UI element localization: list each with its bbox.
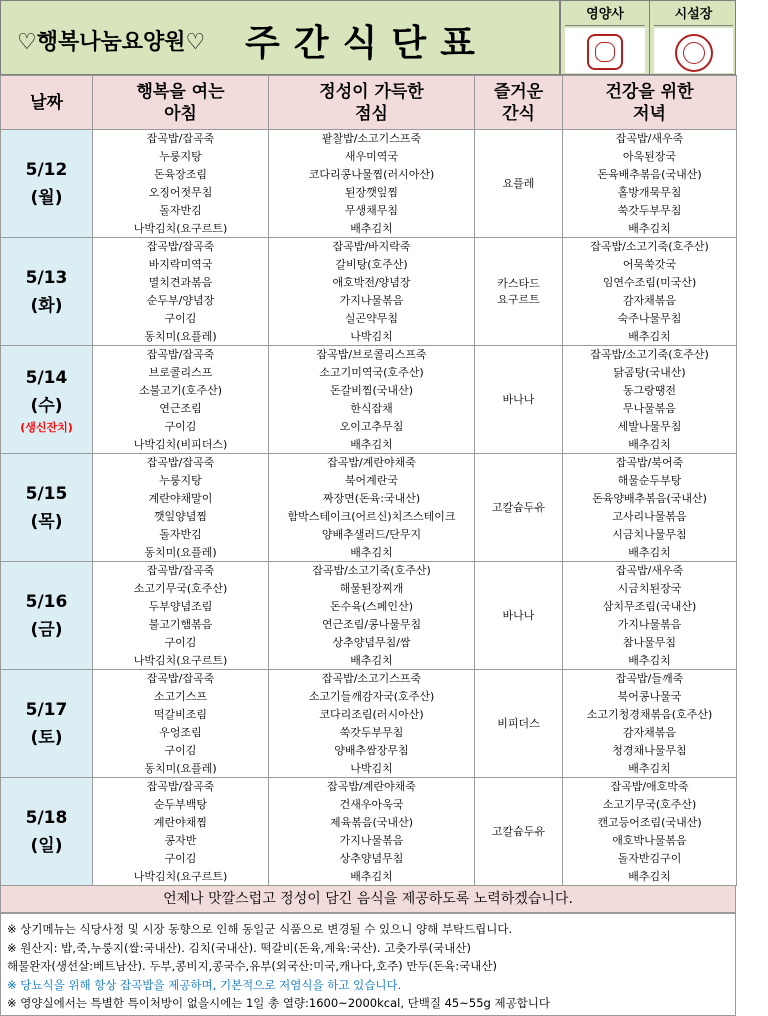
- dinner-item: 동그랑땡전: [563, 382, 737, 400]
- table-row: [1, 634, 737, 652]
- seal-stamp-icon: [587, 34, 623, 70]
- lunch-item: 소고기들깨감자국(호주산): [269, 688, 475, 706]
- lunch-item: 잡곡밥/바지락죽: [269, 238, 475, 256]
- approval-label: 영양사: [565, 4, 645, 26]
- lunch-item: 가지나물볶음: [269, 292, 475, 310]
- dinner-item: 삼치무조림(국내산): [563, 598, 737, 616]
- lunch-item: 배추김치: [269, 220, 475, 238]
- dinner-item: 배추김치: [563, 868, 737, 886]
- breakfast-item: 구이김: [93, 742, 269, 760]
- dinner-item: 참나물무침: [563, 634, 737, 652]
- table-row: [1, 364, 737, 382]
- breakfast-item: 잡곡밥/잡곡죽: [93, 454, 269, 472]
- dinner-item: 소고기무국(호주산): [563, 796, 737, 814]
- snack-cell: [475, 670, 563, 778]
- snack-text: 카스타드: [497, 276, 540, 290]
- table-row: [1, 724, 737, 742]
- weekday: (월): [30, 187, 63, 208]
- lunch-item: 제육볶음(국내산): [269, 814, 475, 832]
- dinner-item: 무나물볶음: [563, 400, 737, 418]
- header-dinner: [563, 76, 737, 130]
- table-row: [1, 832, 737, 850]
- dinner-item: 배추김치: [563, 436, 737, 454]
- weekday: (목): [30, 511, 63, 532]
- signature-box: [654, 28, 733, 73]
- breakfast-item: 두부양념조림: [93, 598, 269, 616]
- breakfast-item: 브로콜리스프: [93, 364, 269, 382]
- dinner-item: 북어콩나물국: [563, 688, 737, 706]
- note-line: ※ 상기메뉴는 식당사정 및 시장 동향으로 인해 동일군 식품으로 변경될 수 있으니 양해 부탁드립니다.: [7, 922, 513, 936]
- table-row: [1, 580, 737, 598]
- table-row: [1, 166, 737, 184]
- snack-text: 바나나: [502, 392, 535, 406]
- snack-text: 요플레: [502, 176, 535, 190]
- table-row: [1, 706, 737, 724]
- title-bar: [0, 0, 560, 75]
- table-row: [1, 616, 737, 634]
- table-row: [1, 688, 737, 706]
- lunch-item: 건새우아욱국: [269, 796, 475, 814]
- lunch-item: 새우미역국: [269, 148, 475, 166]
- lunch-item: 팥찰밥/소고기스프죽: [269, 130, 475, 148]
- table-row: [1, 778, 737, 796]
- date-cell: [1, 778, 93, 886]
- snack-text: 고칼슘두유: [491, 500, 546, 514]
- dinner-item: 배추김치: [563, 220, 737, 238]
- table-row: [1, 526, 737, 544]
- breakfast-item: 콩자반: [93, 832, 269, 850]
- breakfast-item: 누룽지탕: [93, 472, 269, 490]
- breakfast-item: 나박김치(비피더스): [93, 436, 269, 454]
- lunch-item: 잡곡밥/소고기죽(호주산): [269, 562, 475, 580]
- table-header-row: [1, 76, 737, 130]
- breakfast-item: 불고기햄볶음: [93, 616, 269, 634]
- table-row: [1, 220, 737, 238]
- lunch-item: 잡곡밥/계란야채죽: [269, 454, 475, 472]
- lunch-item: 오이고추무침: [269, 418, 475, 436]
- dinner-item: 잡곡밥/애호박죽: [563, 778, 737, 796]
- breakfast-item: 나박김치(요구르트): [93, 652, 269, 670]
- lunch-item: 나박김치: [269, 760, 475, 778]
- table-row: [1, 760, 737, 778]
- breakfast-item: 구이김: [93, 634, 269, 652]
- breakfast-item: 오징어젓무침: [93, 184, 269, 202]
- breakfast-item: 소고기스프: [93, 688, 269, 706]
- breakfast-item: 떡갈비조림: [93, 706, 269, 724]
- breakfast-item: 순두부백탕: [93, 796, 269, 814]
- date-cell: [1, 238, 93, 346]
- header-line: 간식: [502, 103, 535, 124]
- dinner-item: 임연수조림(미국산): [563, 274, 737, 292]
- dinner-item: 배추김치: [563, 652, 737, 670]
- table-row: [1, 238, 737, 256]
- table-row: [1, 868, 737, 886]
- dinner-item: 고사리나물볶음: [563, 508, 737, 526]
- table-row: [1, 202, 737, 220]
- table-row: [1, 472, 737, 490]
- dinner-item: 아욱된장국: [563, 148, 737, 166]
- table-row: [1, 346, 737, 364]
- header-date: 날짜: [1, 76, 93, 130]
- snack-text: 고칼슘두유: [491, 824, 546, 838]
- lunch-item: 해물된장찌개: [269, 580, 475, 598]
- dinner-item: 돌자반김구이: [563, 850, 737, 868]
- date: 5/13: [25, 267, 68, 288]
- date-cell: [1, 346, 93, 454]
- dinner-item: 배추김치: [563, 544, 737, 562]
- breakfast-item: 나박김치(요구르트): [93, 868, 269, 886]
- table-row: [1, 418, 737, 436]
- table-row: [1, 652, 737, 670]
- note-line: ※ 원산지: 밥,죽,누룽지(쌀:국내산). 김치(국내산). 떡갈비(돈육,계육:국산). 고춧가루(국내산): [7, 940, 471, 955]
- date: 5/12: [25, 159, 68, 180]
- header-line: 건강을 위한: [605, 81, 694, 102]
- breakfast-item: 연근조림: [93, 400, 269, 418]
- breakfast-item: 잡곡밥/잡곡죽: [93, 670, 269, 688]
- approval-label: 시설장: [654, 4, 733, 26]
- header: [0, 0, 768, 75]
- lunch-item: 상추양념무침/쌈: [269, 634, 475, 652]
- dinner-item: 감자채볶음: [563, 292, 737, 310]
- seal-stamp-icon: [675, 34, 713, 72]
- snack-cell: [475, 454, 563, 562]
- dinner-item: 청경채나물무침: [563, 742, 737, 760]
- lunch-item: 돈갈비찜(국내산): [269, 382, 475, 400]
- header-breakfast: [93, 76, 269, 130]
- breakfast-item: 잡곡밥/잡곡죽: [93, 562, 269, 580]
- breakfast-item: 누룽지탕: [93, 148, 269, 166]
- breakfast-item: 우엉조림: [93, 724, 269, 742]
- breakfast-item: 구이김: [93, 850, 269, 868]
- dinner-item: 시금치나물무침: [563, 526, 737, 544]
- event-label: (생신잔치): [20, 420, 73, 434]
- lunch-item: 코다리조림(러시아산): [269, 706, 475, 724]
- table-row: [1, 256, 737, 274]
- date-cell: [1, 670, 93, 778]
- lunch-item: 한식잡채: [269, 400, 475, 418]
- breakfast-item: 소고기무국(호주산): [93, 580, 269, 598]
- weekday: (화): [30, 295, 63, 316]
- table-row: [1, 328, 737, 346]
- lunch-item: 연근조림/콩나물무침: [269, 616, 475, 634]
- dinner-item: 해물순두부탕: [563, 472, 737, 490]
- breakfast-item: 구이김: [93, 310, 269, 328]
- table-row: [1, 400, 737, 418]
- table-row: [1, 598, 737, 616]
- breakfast-item: 잡곡밥/잡곡죽: [93, 778, 269, 796]
- table-row: [1, 274, 737, 292]
- lunch-item: 잡곡밥/브로콜리스프죽: [269, 346, 475, 364]
- snack-cell: [475, 238, 563, 346]
- weekday: (일): [30, 835, 63, 856]
- weekly-menu-table: [0, 75, 737, 886]
- lunch-item: 함박스테이크(어르신)치즈스테이크: [269, 508, 475, 526]
- lunch-item: 배추김치: [269, 436, 475, 454]
- menu-body: [1, 130, 737, 886]
- table-row: [1, 310, 737, 328]
- dinner-item: 홀방개묵무침: [563, 184, 737, 202]
- lunch-item: 실곤약무침: [269, 310, 475, 328]
- dinner-item: 감자채볶음: [563, 724, 737, 742]
- dinner-item: 돈육양배추볶음(국내산): [563, 490, 737, 508]
- breakfast-item: 바지락미역국: [93, 256, 269, 274]
- date: 5/18: [25, 807, 68, 828]
- dinner-item: 잡곡밥/북어죽: [563, 454, 737, 472]
- table-row: [1, 292, 737, 310]
- lunch-item: 양배추쌈장무침: [269, 742, 475, 760]
- dinner-item: 배추김치: [563, 760, 737, 778]
- table-row: [1, 850, 737, 868]
- approval-box: [560, 0, 736, 75]
- page-title: 주간식단표: [245, 23, 489, 64]
- snack-text: 바나나: [502, 608, 535, 622]
- dinner-item: 캔고등어조림(국내산): [563, 814, 737, 832]
- header-snack: [475, 76, 563, 130]
- lunch-item: 가지나물볶음: [269, 832, 475, 850]
- dinner-item: 쑥갓두부무침: [563, 202, 737, 220]
- approval-director: [649, 1, 737, 76]
- date: 5/15: [25, 483, 68, 504]
- breakfast-item: 동치미(요플레): [93, 328, 269, 346]
- dinner-item: 소고기청경채볶음(호주산): [563, 706, 737, 724]
- date: 5/16: [25, 591, 68, 612]
- approval-dietitian: [561, 1, 649, 76]
- signature-box: [565, 28, 645, 73]
- table-row: [1, 562, 737, 580]
- lunch-item: 돈수육(스페인산): [269, 598, 475, 616]
- snack-text: 요구르트: [497, 292, 540, 306]
- date: 5/17: [25, 699, 68, 720]
- date-cell: [1, 130, 93, 238]
- header-line: 점심: [355, 103, 388, 124]
- breakfast-item: 잡곡밥/잡곡죽: [93, 346, 269, 364]
- date-cell: [1, 562, 93, 670]
- lunch-item: 북어계란국: [269, 472, 475, 490]
- table-row: [1, 454, 737, 472]
- notes: [0, 913, 736, 1016]
- header-line: 즐거운: [493, 81, 544, 102]
- dinner-item: 잡곡밥/소고기죽(호주산): [563, 238, 737, 256]
- dinner-item: 가지나물볶음: [563, 616, 737, 634]
- table-row: [1, 796, 737, 814]
- snack-cell: [475, 562, 563, 670]
- header-line: 행복을 여는: [136, 81, 225, 102]
- breakfast-item: 돌자반김: [93, 202, 269, 220]
- snack-cell: [475, 778, 563, 886]
- breakfast-item: 잡곡밥/잡곡죽: [93, 130, 269, 148]
- table-row: [1, 508, 737, 526]
- date-cell: [1, 454, 93, 562]
- table-row: [1, 742, 737, 760]
- dinner-item: 잡곡밥/새우죽: [563, 562, 737, 580]
- table-row: [1, 184, 737, 202]
- facility-name: ♡행복나눔요양원♡: [17, 30, 206, 55]
- header-line: 정성이 가득한: [319, 81, 424, 102]
- note-line: 해물완자(생선살:베트남산). 두부,콩비지,콩국수,유부(외국산:미국,캐나다,호주) 만두(돈육:국내산): [7, 959, 497, 973]
- snack-cell: [475, 346, 563, 454]
- breakfast-item: 나박김치(요구르트): [93, 220, 269, 238]
- lunch-item: 갈비탕(호주산): [269, 256, 475, 274]
- dinner-item: 애호박나물볶음: [563, 832, 737, 850]
- dinner-item: 세발나물무침: [563, 418, 737, 436]
- table-row: [1, 544, 737, 562]
- snack-cell: [475, 130, 563, 238]
- dinner-item: 시금치된장국: [563, 580, 737, 598]
- table-row: [1, 436, 737, 454]
- breakfast-item: 구이김: [93, 418, 269, 436]
- breakfast-item: 돌자반김: [93, 526, 269, 544]
- snack-text: 비피더스: [497, 716, 540, 730]
- lunch-item: 무생채무침: [269, 202, 475, 220]
- lunch-item: 양배추샐러드/단무지: [269, 526, 475, 544]
- dinner-item: 잡곡밥/소고기죽(호주산): [563, 346, 737, 364]
- dinner-item: 숙주나물무침: [563, 310, 737, 328]
- lunch-item: 짜장면(돈육:국내산): [269, 490, 475, 508]
- dinner-item: 닭곰탕(국내산): [563, 364, 737, 382]
- closing-message: 언제나 맛깔스럽고 정성이 담긴 음식을 제공하도록 노력하겠습니다.: [0, 885, 736, 913]
- table-row: [1, 490, 737, 508]
- header-line: 저녁: [633, 103, 666, 124]
- lunch-item: 나박김치: [269, 328, 475, 346]
- header-lunch: [269, 76, 475, 130]
- weekday: (금): [30, 619, 63, 640]
- lunch-item: 소고기미역국(호주산): [269, 364, 475, 382]
- dinner-item: 배추김치: [563, 328, 737, 346]
- breakfast-item: 동치미(요플레): [93, 760, 269, 778]
- lunch-item: 배추김치: [269, 544, 475, 562]
- date: 5/14: [25, 367, 68, 388]
- lunch-item: 배추김치: [269, 868, 475, 886]
- lunch-item: 된장깻잎찜: [269, 184, 475, 202]
- table-row: [1, 148, 737, 166]
- breakfast-item: 돈육장조림: [93, 166, 269, 184]
- breakfast-item: 계란야채찜: [93, 814, 269, 832]
- note-line: ※ 당뇨식을 위해 항상 잡곡밥을 제공하며, 기본적으로 저염식을 하고 있습니다.: [7, 977, 402, 992]
- dinner-item: 잡곡밥/들깨죽: [563, 670, 737, 688]
- lunch-item: 잡곡밥/계란야채죽: [269, 778, 475, 796]
- lunch-item: 애호박전/양념장: [269, 274, 475, 292]
- breakfast-item: 깻잎양념찜: [93, 508, 269, 526]
- table-row: [1, 130, 737, 148]
- lunch-item: 상추양념무침: [269, 850, 475, 868]
- lunch-item: 잡곡밥/소고기스프죽: [269, 670, 475, 688]
- note-line: ※ 영양실에서는 특별한 특이처방이 없을시에는 1일 총 열량:1600~2000kcal, 단백질 45~55g 제공합니다: [7, 996, 551, 1010]
- table-row: [1, 670, 737, 688]
- table-row: [1, 382, 737, 400]
- breakfast-item: 순두부/양념장: [93, 292, 269, 310]
- weekday: (토): [30, 727, 63, 748]
- dinner-item: 어묵쑥갓국: [563, 256, 737, 274]
- breakfast-item: 멸치견과볶음: [93, 274, 269, 292]
- breakfast-item: 소불고기(호주산): [93, 382, 269, 400]
- lunch-item: 코다리콩나물찜(러시아산): [269, 166, 475, 184]
- lunch-item: 쑥갓두부무침: [269, 724, 475, 742]
- breakfast-item: 계란야채말이: [93, 490, 269, 508]
- breakfast-item: 동치미(요플레): [93, 544, 269, 562]
- weekday: (수): [30, 395, 63, 416]
- dinner-item: 잡곡밥/새우죽: [563, 130, 737, 148]
- header-line: 아침: [164, 103, 197, 124]
- lunch-item: 배추김치: [269, 652, 475, 670]
- breakfast-item: 잡곡밥/잡곡죽: [93, 238, 269, 256]
- table-row: [1, 814, 737, 832]
- dinner-item: 돈육배추볶음(국내산): [563, 166, 737, 184]
